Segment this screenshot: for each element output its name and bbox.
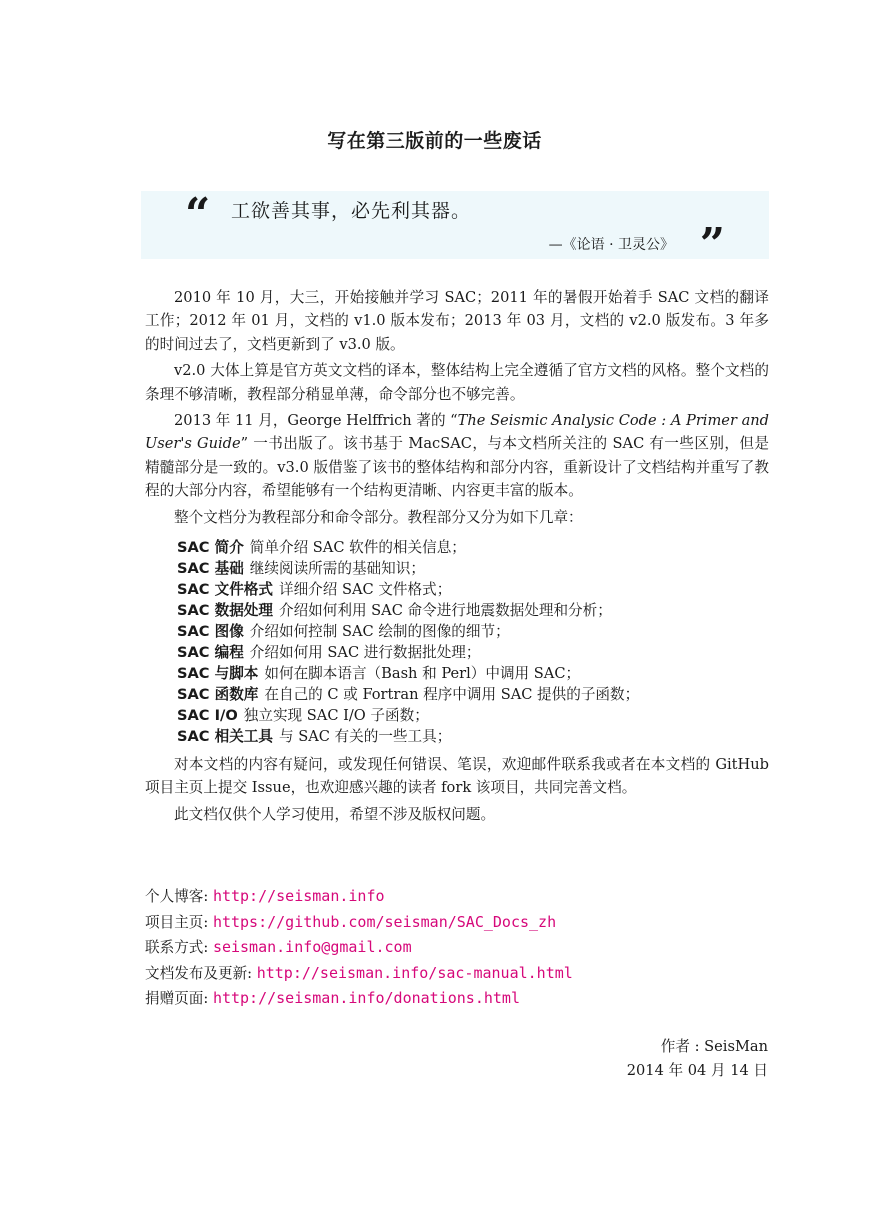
chapter-name: SAC 数据处理	[177, 602, 273, 620]
paragraph-3-rest: ” 一书出版了。该书基于 MacSAC，与本文档所关注的 SAC 有一些区别，但是精髓部分是一致的。v3.0 版借鉴了该书的整体结构和部分内容，重新设计了文档结构并重写了教程的大部分内容，希望能够有一个结构更清晰、内容更丰富的版本。	[145, 435, 769, 500]
chapter-item	[177, 705, 769, 726]
link-row-blog	[145, 884, 769, 910]
chapter-item	[177, 558, 769, 579]
chapter-name: SAC 编程	[177, 644, 244, 662]
chapter-name: SAC 函数库	[177, 686, 259, 704]
link-row-release	[145, 961, 769, 987]
email-link[interactable]: seisman.info@gmail.com	[212, 938, 412, 956]
paragraph-4: 整个文档分为教程部分和命令部分。教程部分又分为如下几章：	[174, 508, 583, 526]
chapter-item	[177, 537, 769, 558]
page-title: 写在第三版前的一些废话	[327, 130, 542, 152]
link-label: 项目主页:	[145, 913, 213, 931]
chapter-desc: 如何在脚本语言（Bash 和 Perl）中调用 SAC；	[264, 665, 581, 683]
epigraph-text: 工欲善其事，必先利其器。	[231, 200, 472, 222]
paragraph-2: v2.0 大体上算是官方英文文档的译本，整体结构上完全遵循了官方文档的风格。整个文档的条理不够清晰，教程部分稍显单薄，命令部分也不够完善。	[145, 362, 769, 403]
epigraph-source: —《论语 · 卫灵公》	[548, 237, 674, 253]
paragraph-5: 对本文档的内容有疑问，或发现任何错误、笔误，欢迎邮件联系我或者在本文档的 GitHub 项目主页上提交 Issue，也欢迎感兴趣的读者 fork 该项目，共同完善文档。	[145, 756, 769, 797]
chapter-desc: 介绍如何控制 SAC 绘制的图像的细节；	[249, 623, 510, 641]
book-title: The Seismic Analysic Code : A Primer and User's Guide	[145, 412, 770, 453]
link-label: 联系方式:	[145, 939, 213, 956]
chapter-name: SAC 与脚本	[177, 665, 259, 683]
chapter-item	[177, 726, 769, 747]
chapter-name: SAC 基础	[177, 560, 244, 578]
paragraph-1: 2010 年 10 月，大三，开始接触并学习 SAC；2011 年的暑假开始着手 SAC 文档的翻译工作；2012 年 01 月，文档的 v1.0 版本发布；2013 年 03 月，文档的 v2.0 版发布。3 年多的时间过去了，文档更新到了 v3.0 版。	[145, 289, 769, 353]
link-label: 个人博客:	[145, 888, 213, 905]
chapter-item	[177, 600, 769, 621]
close-quote-mark: ”	[699, 219, 725, 270]
chapter-desc: 简单介绍 SAC 软件的相关信息；	[249, 539, 466, 557]
project-link[interactable]: https://github.com/seisman/SAC_Docs_zh	[212, 912, 557, 931]
donation-link[interactable]: http://seisman.info/donations.html	[212, 989, 520, 1007]
open-quote-mark: “	[185, 189, 211, 240]
paragraph-3-lead: 2013 年 11 月，George Helffrich 著的 “	[174, 412, 458, 430]
blog-link[interactable]: http://seisman.info	[212, 887, 385, 905]
link-row-project	[145, 910, 769, 936]
chapter-item	[177, 642, 769, 663]
chapter-desc: 介绍如何用 SAC 进行数据批处理；	[249, 644, 481, 662]
link-label: 文档发布及更新:	[145, 964, 257, 982]
chapter-item	[177, 663, 769, 684]
chapter-desc: 独立实现 SAC I/O 子函数；	[243, 707, 429, 725]
contact-links	[145, 884, 769, 1012]
chapter-item	[177, 579, 769, 600]
preface-body	[145, 286, 769, 829]
chapter-name: SAC 文件格式	[177, 581, 273, 599]
chapter-desc: 介绍如何利用 SAC 命令进行地震数据处理和分析；	[278, 602, 612, 620]
link-row-donation	[145, 986, 769, 1012]
author-line: 作者 : SeisMan	[660, 1038, 768, 1055]
paragraph-6: 此文档仅供个人学习使用，希望不涉及版权问题。	[174, 805, 496, 823]
link-row-contact	[145, 935, 769, 961]
chapter-item	[177, 621, 769, 642]
chapter-desc: 继续阅读所需的基础知识；	[249, 560, 425, 578]
release-link[interactable]: http://seisman.info/sac-manual.html	[256, 963, 573, 982]
signature	[500, 1035, 768, 1083]
link-label: 捐赠页面:	[145, 990, 213, 1007]
chapter-desc: 与 SAC 有关的一些工具；	[278, 728, 452, 746]
chapter-list	[177, 537, 769, 747]
chapter-name: SAC 相关工具	[177, 728, 273, 746]
chapter-name: SAC I/O	[177, 707, 238, 725]
chapter-desc: 在自己的 C 或 Fortran 程序中调用 SAC 提供的子函数；	[264, 686, 640, 704]
epigraph-box	[141, 189, 769, 270]
chapter-item	[177, 684, 769, 705]
paragraph-3	[145, 409, 769, 503]
date-line: 2014 年 04 月 14 日	[626, 1062, 768, 1079]
chapter-name: SAC 图像	[177, 623, 244, 641]
chapter-desc: 详细介绍 SAC 文件格式；	[278, 581, 452, 599]
chapter-name: SAC 简介	[177, 539, 244, 557]
